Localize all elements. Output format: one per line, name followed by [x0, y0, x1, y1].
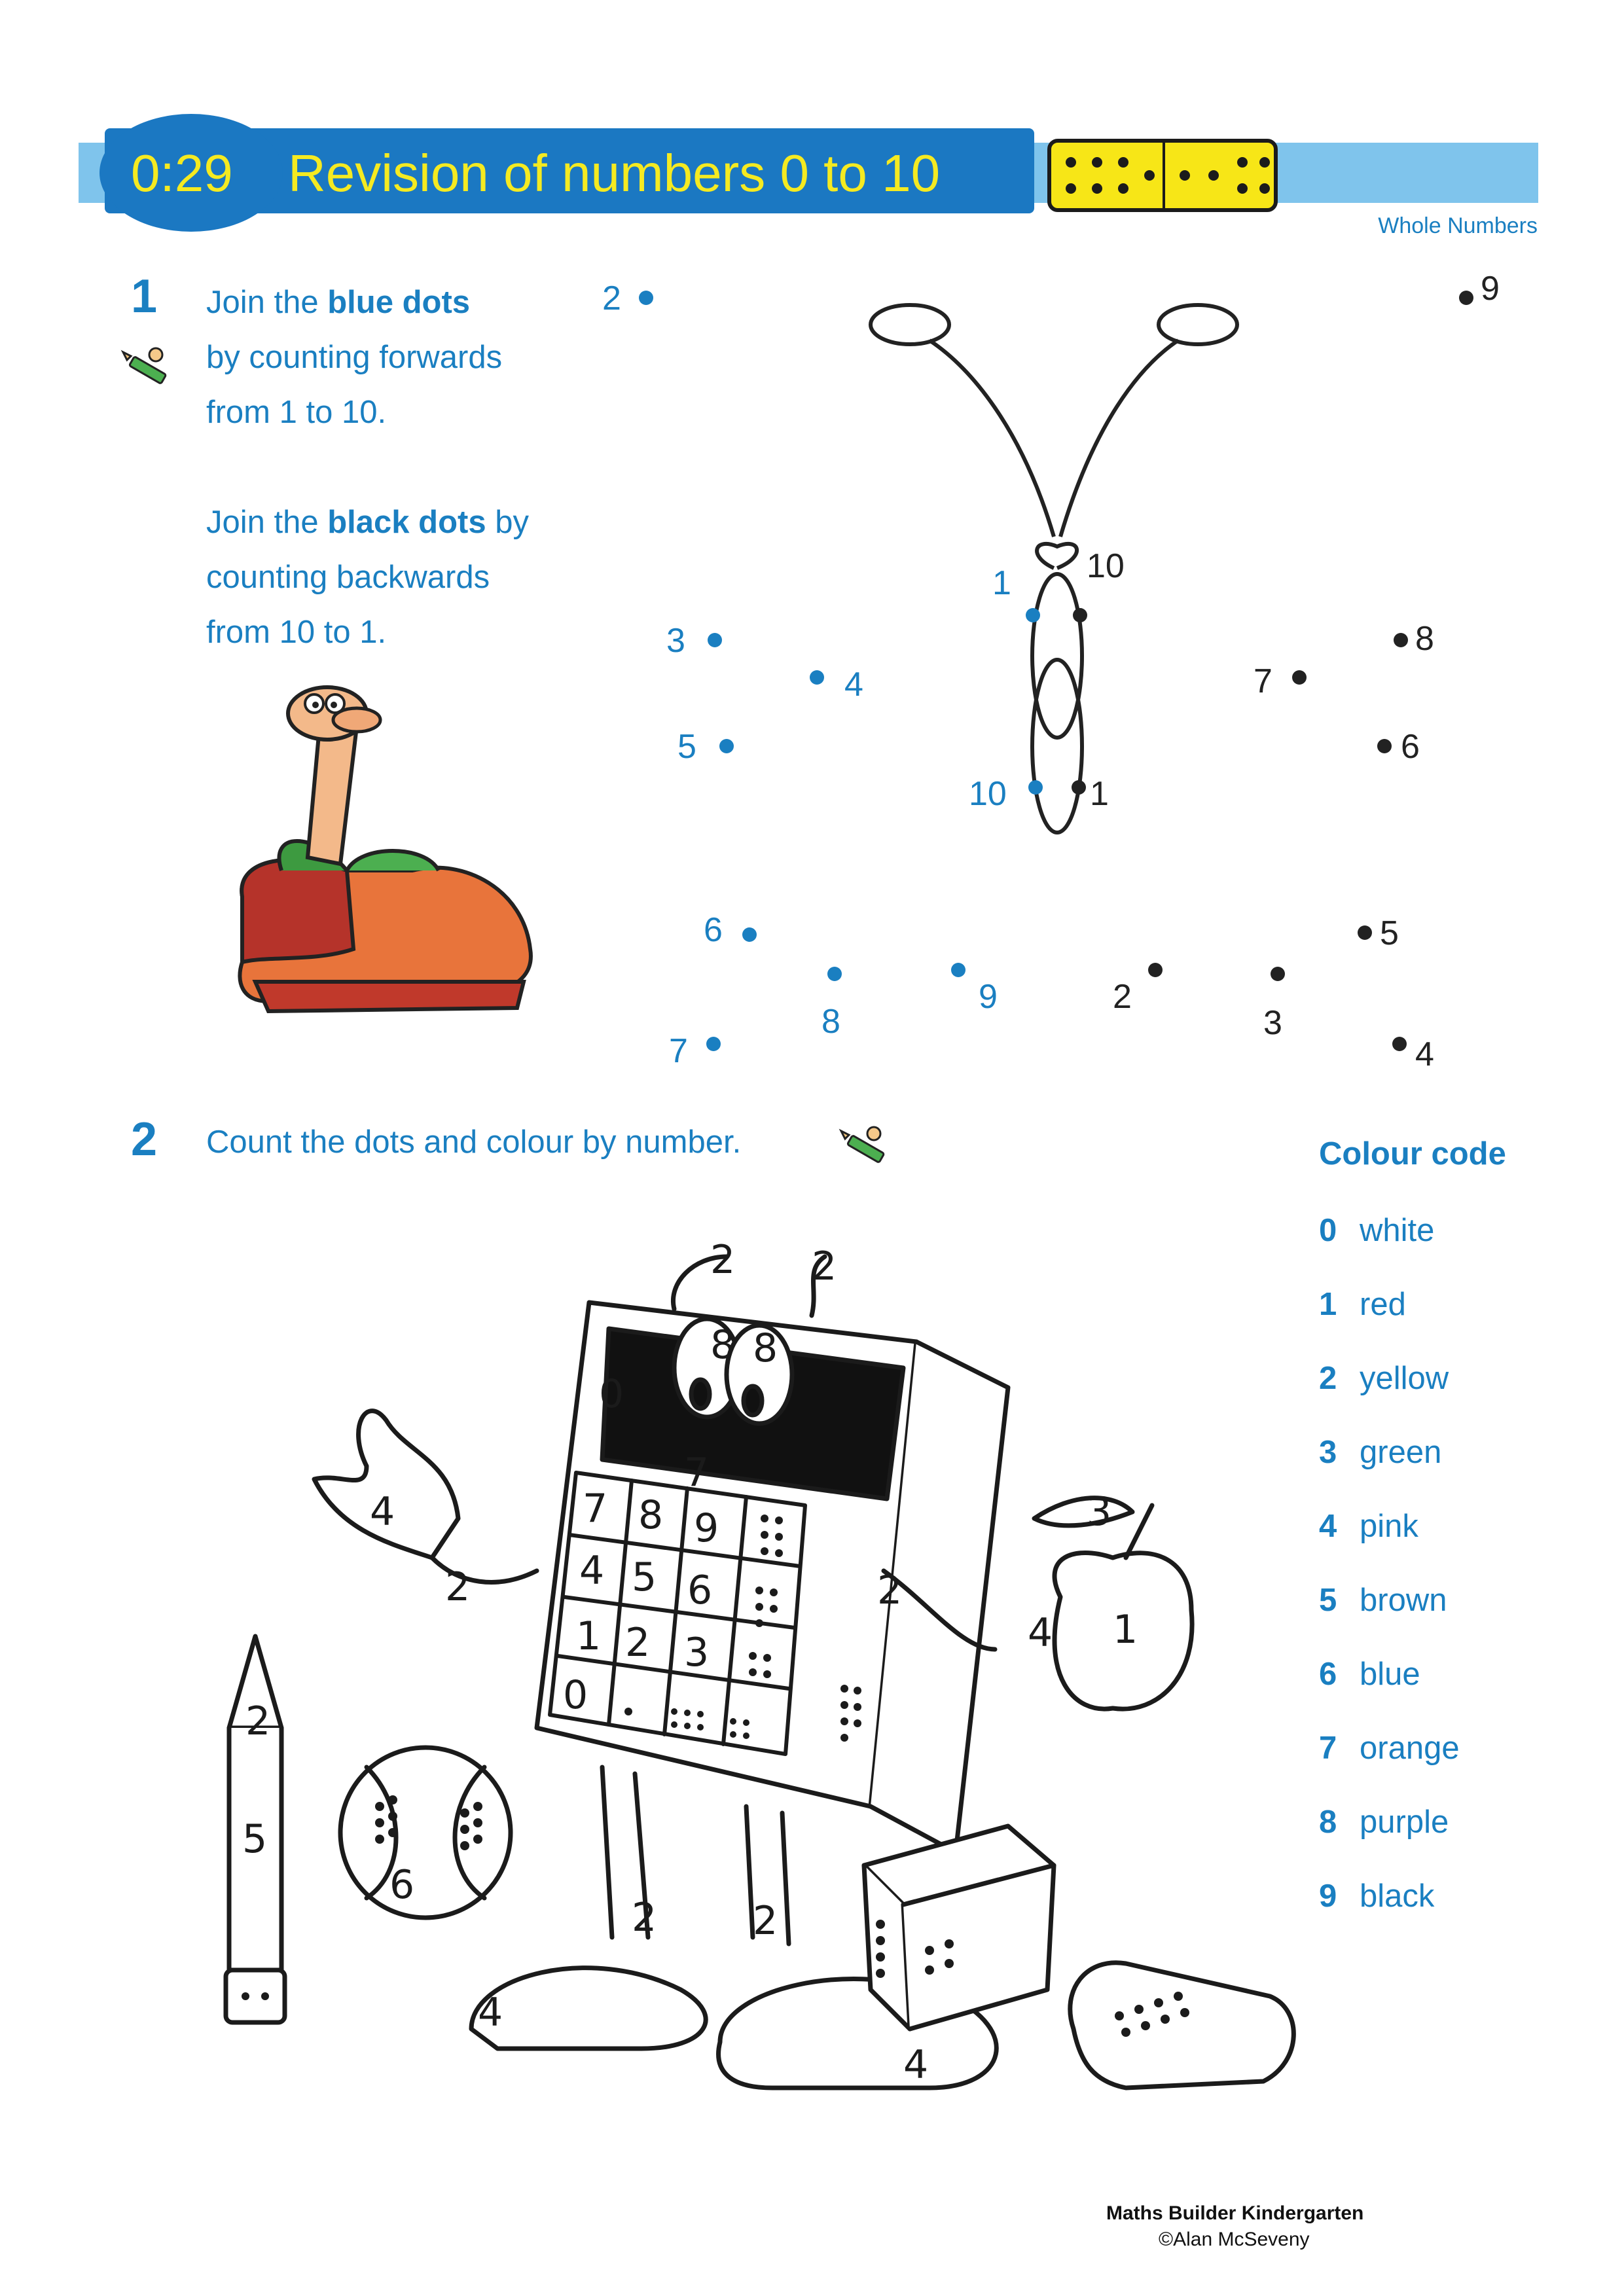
footer-book-title: Maths Builder Kindergarten	[1106, 2202, 1364, 2224]
picture-number-label: 4	[903, 2042, 929, 2088]
blue-label: 1	[992, 564, 1011, 602]
picture-number-label: 2	[710, 1237, 736, 1283]
picture-number-label: 2	[877, 1568, 903, 1613]
blue-label: 9	[979, 978, 998, 1016]
dot-to-dot-puzzle	[0, 0, 1624, 1113]
blue-label: 4	[844, 666, 863, 704]
picture-number-label: 1	[576, 1613, 602, 1659]
black-dot	[1292, 670, 1307, 685]
blue-dot	[827, 967, 842, 981]
picture-number-label: 4	[370, 1489, 395, 1535]
q1-line-2: by counting forwards	[206, 340, 503, 375]
blue-label: 3	[666, 622, 685, 660]
picture-number-label: 4	[478, 1990, 503, 2036]
colour-code-row: 9 black	[1319, 1878, 1435, 1914]
colour-code-row: 6 blue	[1319, 1657, 1420, 1692]
black-label: 3	[1263, 1004, 1282, 1042]
picture-number-label: 2	[812, 1244, 837, 1289]
calculator-colouring-picture	[209, 1217, 1309, 2134]
blue-label: 6	[704, 911, 723, 949]
picture-number-label: 8	[710, 1322, 736, 1368]
black-label: 10	[1087, 547, 1125, 585]
pencil-icon	[835, 1119, 893, 1178]
picture-number-label: 8	[638, 1492, 664, 1538]
picture-number-label: 4	[579, 1548, 605, 1594]
activity-code: 0:29	[131, 144, 233, 202]
blue-dot	[708, 633, 722, 647]
picture-number-label: 7	[684, 1450, 710, 1496]
picture-number-label: 0	[599, 1371, 624, 1417]
black-dot	[1271, 967, 1285, 981]
black-label: 1	[1090, 775, 1109, 813]
blue-label: 8	[821, 1003, 840, 1041]
black-dot	[1358, 925, 1372, 940]
q1-line-5: counting backwards	[206, 560, 490, 595]
colour-code-row: 4 pink	[1319, 1509, 1418, 1544]
blue-dot	[1028, 780, 1043, 795]
picture-number-label: 2	[753, 1898, 778, 1944]
colour-code-row: 5 brown	[1319, 1583, 1447, 1618]
picture-number-label: 6	[389, 1862, 415, 1908]
picture-number-label: 2	[625, 1620, 651, 1666]
colour-code-title: Colour code	[1319, 1136, 1506, 1172]
picture-number-label: 5	[632, 1554, 657, 1600]
q1-line-4: Join the black dots by	[206, 505, 529, 540]
blue-dot	[742, 927, 757, 942]
black-dot	[1394, 633, 1408, 647]
picture-number-label: 3	[684, 1630, 710, 1676]
black-dot	[1073, 608, 1087, 622]
black-dot	[1459, 291, 1473, 305]
black-dot	[1148, 963, 1163, 977]
picture-number-label: 1	[1113, 1607, 1138, 1653]
colour-code-row: 2 yellow	[1319, 1361, 1449, 1396]
black-label: 7	[1254, 662, 1272, 700]
page-title: Revision of numbers 0 to 10	[288, 144, 941, 202]
blue-dot	[639, 291, 653, 305]
footer-copyright: ©Alan McSeveny	[1159, 2229, 1310, 2250]
black-label: 6	[1401, 728, 1420, 766]
colour-code-row: 3 green	[1319, 1435, 1442, 1470]
picture-number-label: 2	[632, 1895, 657, 1941]
picture-number-label: 4	[1028, 1610, 1053, 1656]
colour-code-row: 0 white	[1319, 1213, 1435, 1248]
blue-label: 10	[969, 775, 1007, 813]
black-dot	[1072, 780, 1086, 795]
blue-dot	[810, 670, 824, 685]
picture-number-label: 9	[694, 1505, 719, 1551]
question-1-number: 1	[131, 270, 158, 323]
blue-label: 7	[669, 1032, 688, 1070]
blue-dot	[1026, 608, 1040, 622]
q1-line-3: from 1 to 10.	[206, 395, 387, 430]
question-2-number: 2	[131, 1113, 158, 1166]
q2-instruction: Count the dots and colour by number.	[206, 1124, 742, 1160]
topic-label: Whole Numbers	[1378, 213, 1538, 238]
picture-number-label: 8	[753, 1325, 778, 1371]
picture-number-label: 6	[687, 1568, 713, 1613]
blue-label: 2	[602, 279, 621, 317]
black-label: 2	[1113, 978, 1132, 1016]
picture-number-label: 2	[245, 1698, 271, 1744]
picture-number-label: 2	[445, 1564, 471, 1610]
black-label: 9	[1481, 270, 1500, 308]
black-label: 4	[1415, 1035, 1434, 1073]
blue-dot	[719, 739, 734, 753]
picture-number-label: 5	[242, 1816, 268, 1862]
picture-number-label: 3	[1087, 1489, 1112, 1535]
blue-dot	[951, 963, 965, 977]
colour-code-row: 1 red	[1319, 1287, 1406, 1322]
black-label: 8	[1415, 620, 1434, 658]
black-dot	[1392, 1037, 1407, 1051]
picture-number-label: 7	[583, 1486, 608, 1532]
colour-code-row: 7 orange	[1319, 1731, 1460, 1766]
picture-number-label: 0	[563, 1672, 588, 1718]
blue-label: 5	[677, 728, 696, 766]
q1-line-6: from 10 to 1.	[206, 615, 387, 650]
butterfly-outline	[871, 305, 1237, 833]
black-dot	[1377, 739, 1392, 753]
black-label: 5	[1380, 914, 1399, 952]
colour-code-row: 8 purple	[1319, 1804, 1449, 1840]
blue-dot	[706, 1037, 721, 1051]
q1-line-1: Join the blue dots	[206, 285, 471, 320]
